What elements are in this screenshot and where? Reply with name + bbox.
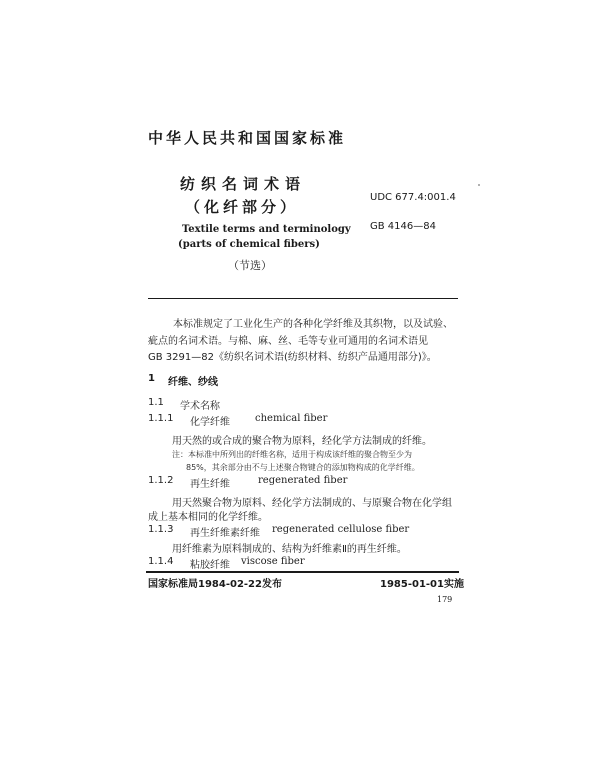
term-name-cn: 粘胶纤维 — [190, 560, 230, 571]
page-number: 179 — [437, 595, 453, 604]
term-note-line-1: 注：本标准中所列出的纤维名称，适用于构成该纤维的聚合物至少为 — [172, 450, 412, 459]
term-name-en: regenerated fiber — [258, 475, 348, 486]
term-name-cn: 再生纤维素纤维 — [190, 528, 260, 539]
term-number: 1.1 — [148, 397, 164, 408]
speck-mark — [478, 184, 480, 186]
term-name-en: viscose fiber — [241, 556, 305, 567]
term-name-en: regenerated cellulose fiber — [272, 524, 410, 535]
term-definition-line-1: 用天然聚合物为原料、经化学方法制成的、与原聚合物在化学组 — [172, 498, 452, 509]
issue-date: 国家标准局1984-02-22发布 — [148, 579, 282, 590]
document-title-en: Textile terms and terminology — [182, 224, 351, 235]
udc-code: UDC 677.4:001.4 — [370, 192, 456, 203]
section-number: 1 — [148, 373, 155, 384]
intro-line-2: 疵点的名词术语。与棉、麻、丝、毛等专业可通用的名词术语见 — [148, 336, 428, 347]
term-name-cn: 化学纤维 — [190, 417, 230, 428]
term-definition: 用纤维素为原料制成的、结构为纤维素Ⅱ的再生纤维。 — [172, 544, 407, 555]
term-name: 学术名称 — [180, 401, 220, 412]
footer-divider — [146, 571, 459, 573]
document-subtitle-cn: （化纤部分） — [185, 198, 300, 216]
term-name-cn: 再生纤维 — [190, 479, 230, 490]
term-definition: 用天然的或合成的聚合物为原料，经化学方法制成的纤维。 — [172, 436, 432, 447]
standard-org-title: 中华人民共和国国家标准 — [148, 129, 347, 147]
term-note-line-2: 85%，其余部分由不与上述聚合物键合的添加物构成的化学纤维。 — [186, 463, 420, 472]
effective-date: 1985-01-01实施 — [380, 579, 464, 590]
term-definition-line-2: 成上基本相同的化学纤维。 — [148, 512, 268, 523]
intro-line-3: GB 3291—82《纺织名词术语(纺织材料、纺织产品通用部分)》。 — [148, 352, 437, 363]
excerpt-label: （节选） — [228, 259, 272, 272]
document-subtitle-en: (parts of chemical fibers) — [178, 239, 320, 250]
intro-line-1: 本标准规定了工业化生产的各种化学纤维及其织物，以及试验、 — [173, 319, 453, 330]
term-number: 1.1.4 — [148, 556, 174, 567]
gb-number: GB 4146—84 — [370, 221, 436, 232]
term-number: 1.1.2 — [148, 475, 174, 486]
document-title-cn: 纺织名词术语 — [180, 175, 307, 193]
header-divider — [148, 298, 458, 299]
section-title: 纤维、纱线 — [168, 377, 218, 388]
term-number: 1.1.3 — [148, 524, 174, 535]
term-name-en: chemical fiber — [255, 413, 328, 424]
term-number: 1.1.1 — [148, 413, 174, 424]
